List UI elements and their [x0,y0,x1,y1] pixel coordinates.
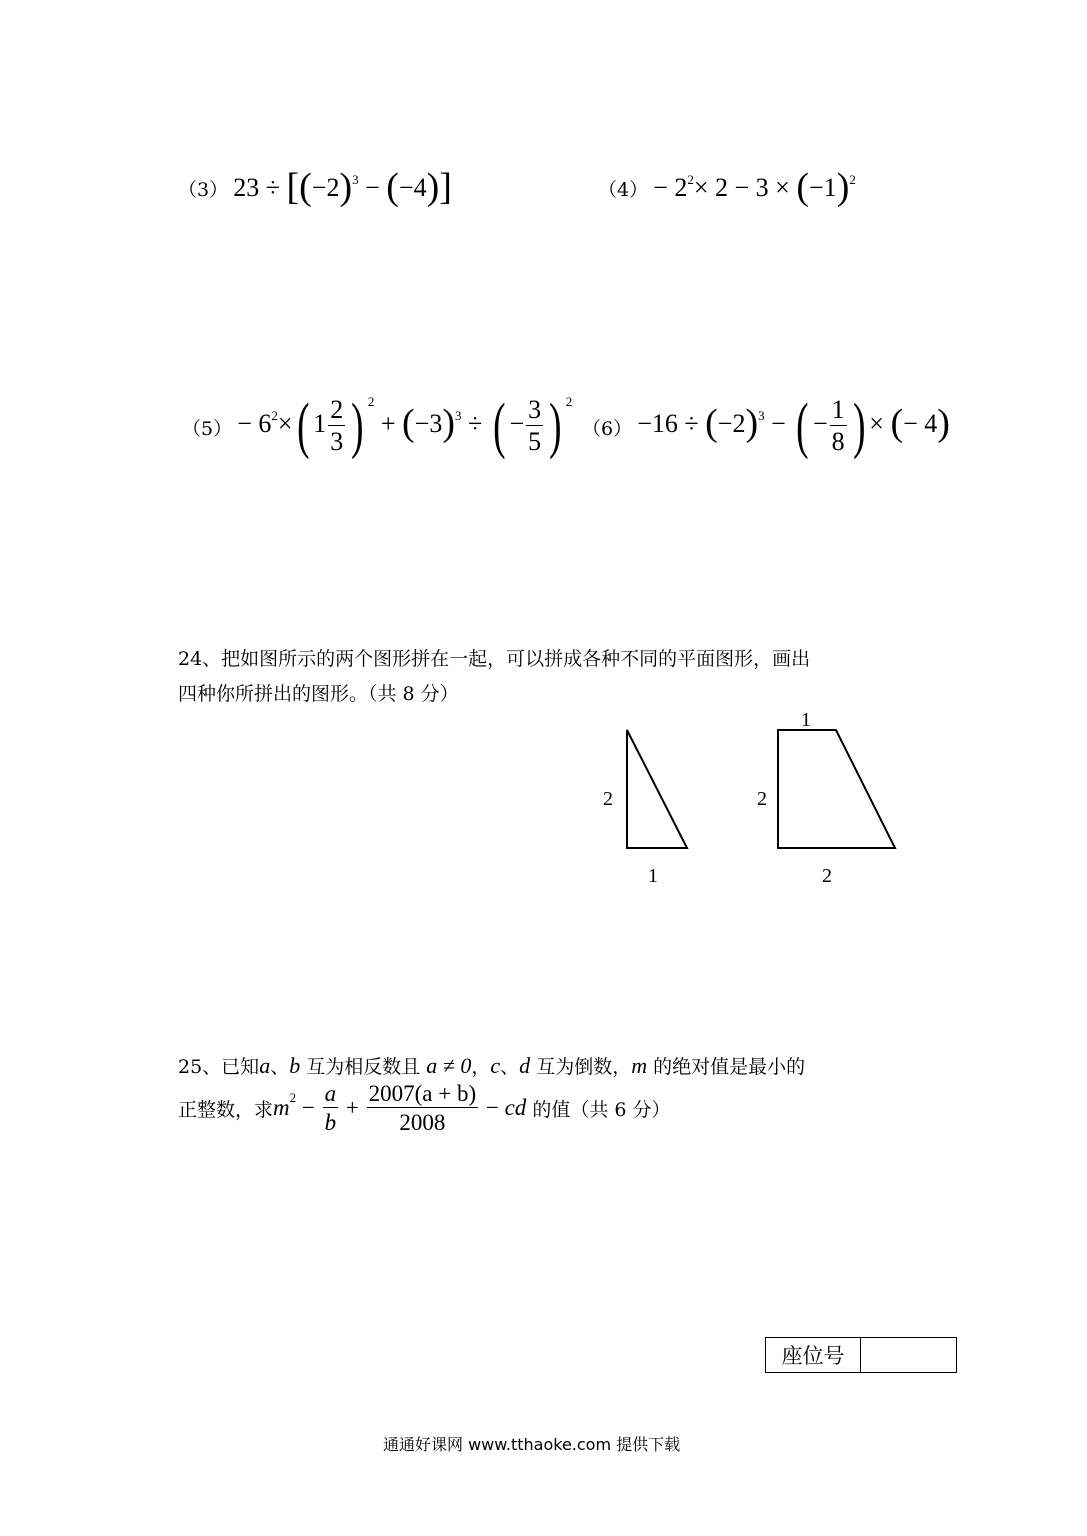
problem-4-expression: − $2^2\times 2 - 3 \times (-1)^2$ [653,166,856,208]
problem-4-label: （4） [598,179,649,201]
right-trapezoid [778,730,895,848]
problem-5-label: （5） [182,417,233,440]
question-25-line-2: 正整数，求 m $^2$ − $\frac{a}{b}$ + $\frac{2007(a + b)}{2008}$ − cd 的值（共 6 分） [178,1081,671,1135]
question-24-line-2: 四种你所拼出的图形。（共 8 分） [178,683,459,705]
right-triangle [627,730,687,848]
shapes-figure [590,700,920,900]
q25-expression: m $^2$ − $\frac{a}{b}$ + $\frac{2007(a + b)}{2008}$ − cd [273,1081,527,1135]
problem-3-label: （3） [178,179,229,201]
triangle-base-label: 1 [648,865,658,887]
footer-text: 通通好课网 www.tthaoke.com 提供下载 [383,1435,681,1454]
problem-6 [582,392,950,460]
seat-number-field[interactable] [861,1338,956,1372]
problem-3 [178,165,452,208]
question-25-line-1: 25、已知a、b 互为相反数且 a ≠ 0，c、d 互为倒数，m 的绝对值是最小的 [178,1053,806,1078]
seat-number-label: 座位号 [766,1338,861,1372]
problem-6-label: （6） [582,417,633,440]
trapezoid-top-label: 1 [801,709,811,731]
trapezoid-height-label: 2 [757,788,767,810]
problem-5-expression: − $6^2\times$( 1 $\frac{2}{3}$ ) $^2 + (-3)^3$ ÷ ( − $\frac{3}{5}$ ) $^2$ [237,392,573,460]
question-24-line-1: 24、把如图所示的两个图形拼在一起，可以拼成各种不同的平面图形，画出 [178,648,811,670]
problem-6-expression: $-16 \div (-2)^3$ − ( − $\frac{1}{8}$ ) × (− 4) [637,392,950,460]
problem-3-expression: $23 \div [(-2)^3 - (-4)]$ [233,166,452,208]
seat-number-box [765,1337,957,1373]
problem-4 [598,165,856,208]
triangle-height-label: 2 [603,788,613,810]
problem-5 [182,392,573,460]
trapezoid-bottom-label: 2 [822,865,832,887]
